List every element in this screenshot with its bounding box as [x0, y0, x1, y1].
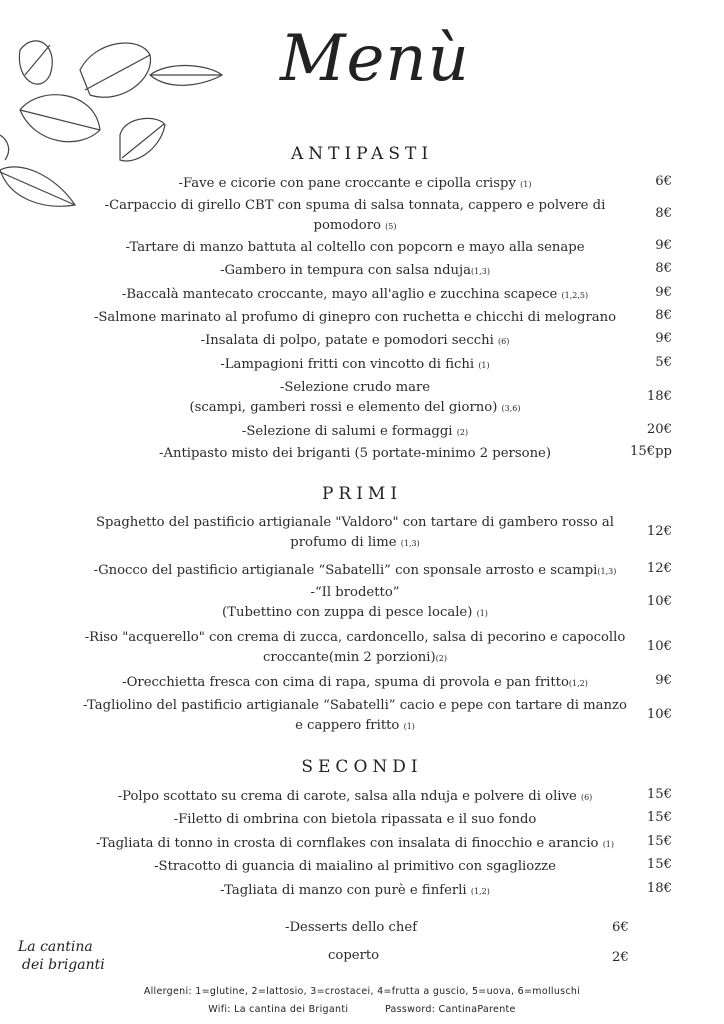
- price: 9€: [655, 285, 672, 300]
- coperto-price: 2€: [612, 950, 629, 965]
- wifi-info: [0, 1004, 724, 1015]
- price: 8€: [655, 261, 672, 276]
- price: 8€: [655, 308, 672, 323]
- wifi-name: Wifi: La cantina dei Briganti: [208, 1004, 349, 1015]
- wifi-password: Password: CantinaParente: [384, 1004, 516, 1015]
- price: 5€: [655, 355, 672, 370]
- price: 18€: [646, 881, 672, 896]
- restaurant-logo: [18, 938, 108, 992]
- section-antipasti-heading: ANTIPASTI: [290, 144, 434, 164]
- section-secondi-heading: SECONDI: [301, 757, 423, 777]
- price: 10€: [646, 707, 672, 722]
- price: 6€: [655, 174, 672, 189]
- price: 15€: [646, 810, 672, 825]
- price: 12€: [646, 524, 672, 539]
- price: 15€: [646, 834, 672, 849]
- price: 10€: [646, 594, 672, 609]
- price: 9€: [655, 673, 672, 688]
- allergens-legend: Allergeni: 1=glutine, 2=lattosio, 3=crostacei, 4=frutta a guscio, 5=uova, 6=molluschi: [143, 986, 581, 997]
- section-primi-heading: PRIMI: [321, 484, 403, 504]
- coperto-label: coperto: [328, 948, 380, 963]
- price: 15€: [646, 787, 672, 802]
- desserts-price: 6€: [612, 920, 629, 935]
- price: 9€: [655, 331, 672, 346]
- menu-title: Menù: [280, 22, 470, 96]
- price: 10€: [646, 639, 672, 654]
- price: 8€: [655, 206, 672, 221]
- price: 15€: [646, 857, 672, 872]
- price: 12€: [646, 561, 672, 576]
- price: 9€: [655, 238, 672, 253]
- logo-line1: La cantina: [18, 939, 93, 955]
- price: 15€pp: [629, 444, 672, 459]
- desserts-label: -Desserts dello chef: [285, 920, 418, 935]
- logo-line2: dei briganti: [22, 957, 105, 973]
- price: 18€: [646, 389, 672, 404]
- price: 20€: [646, 422, 672, 437]
